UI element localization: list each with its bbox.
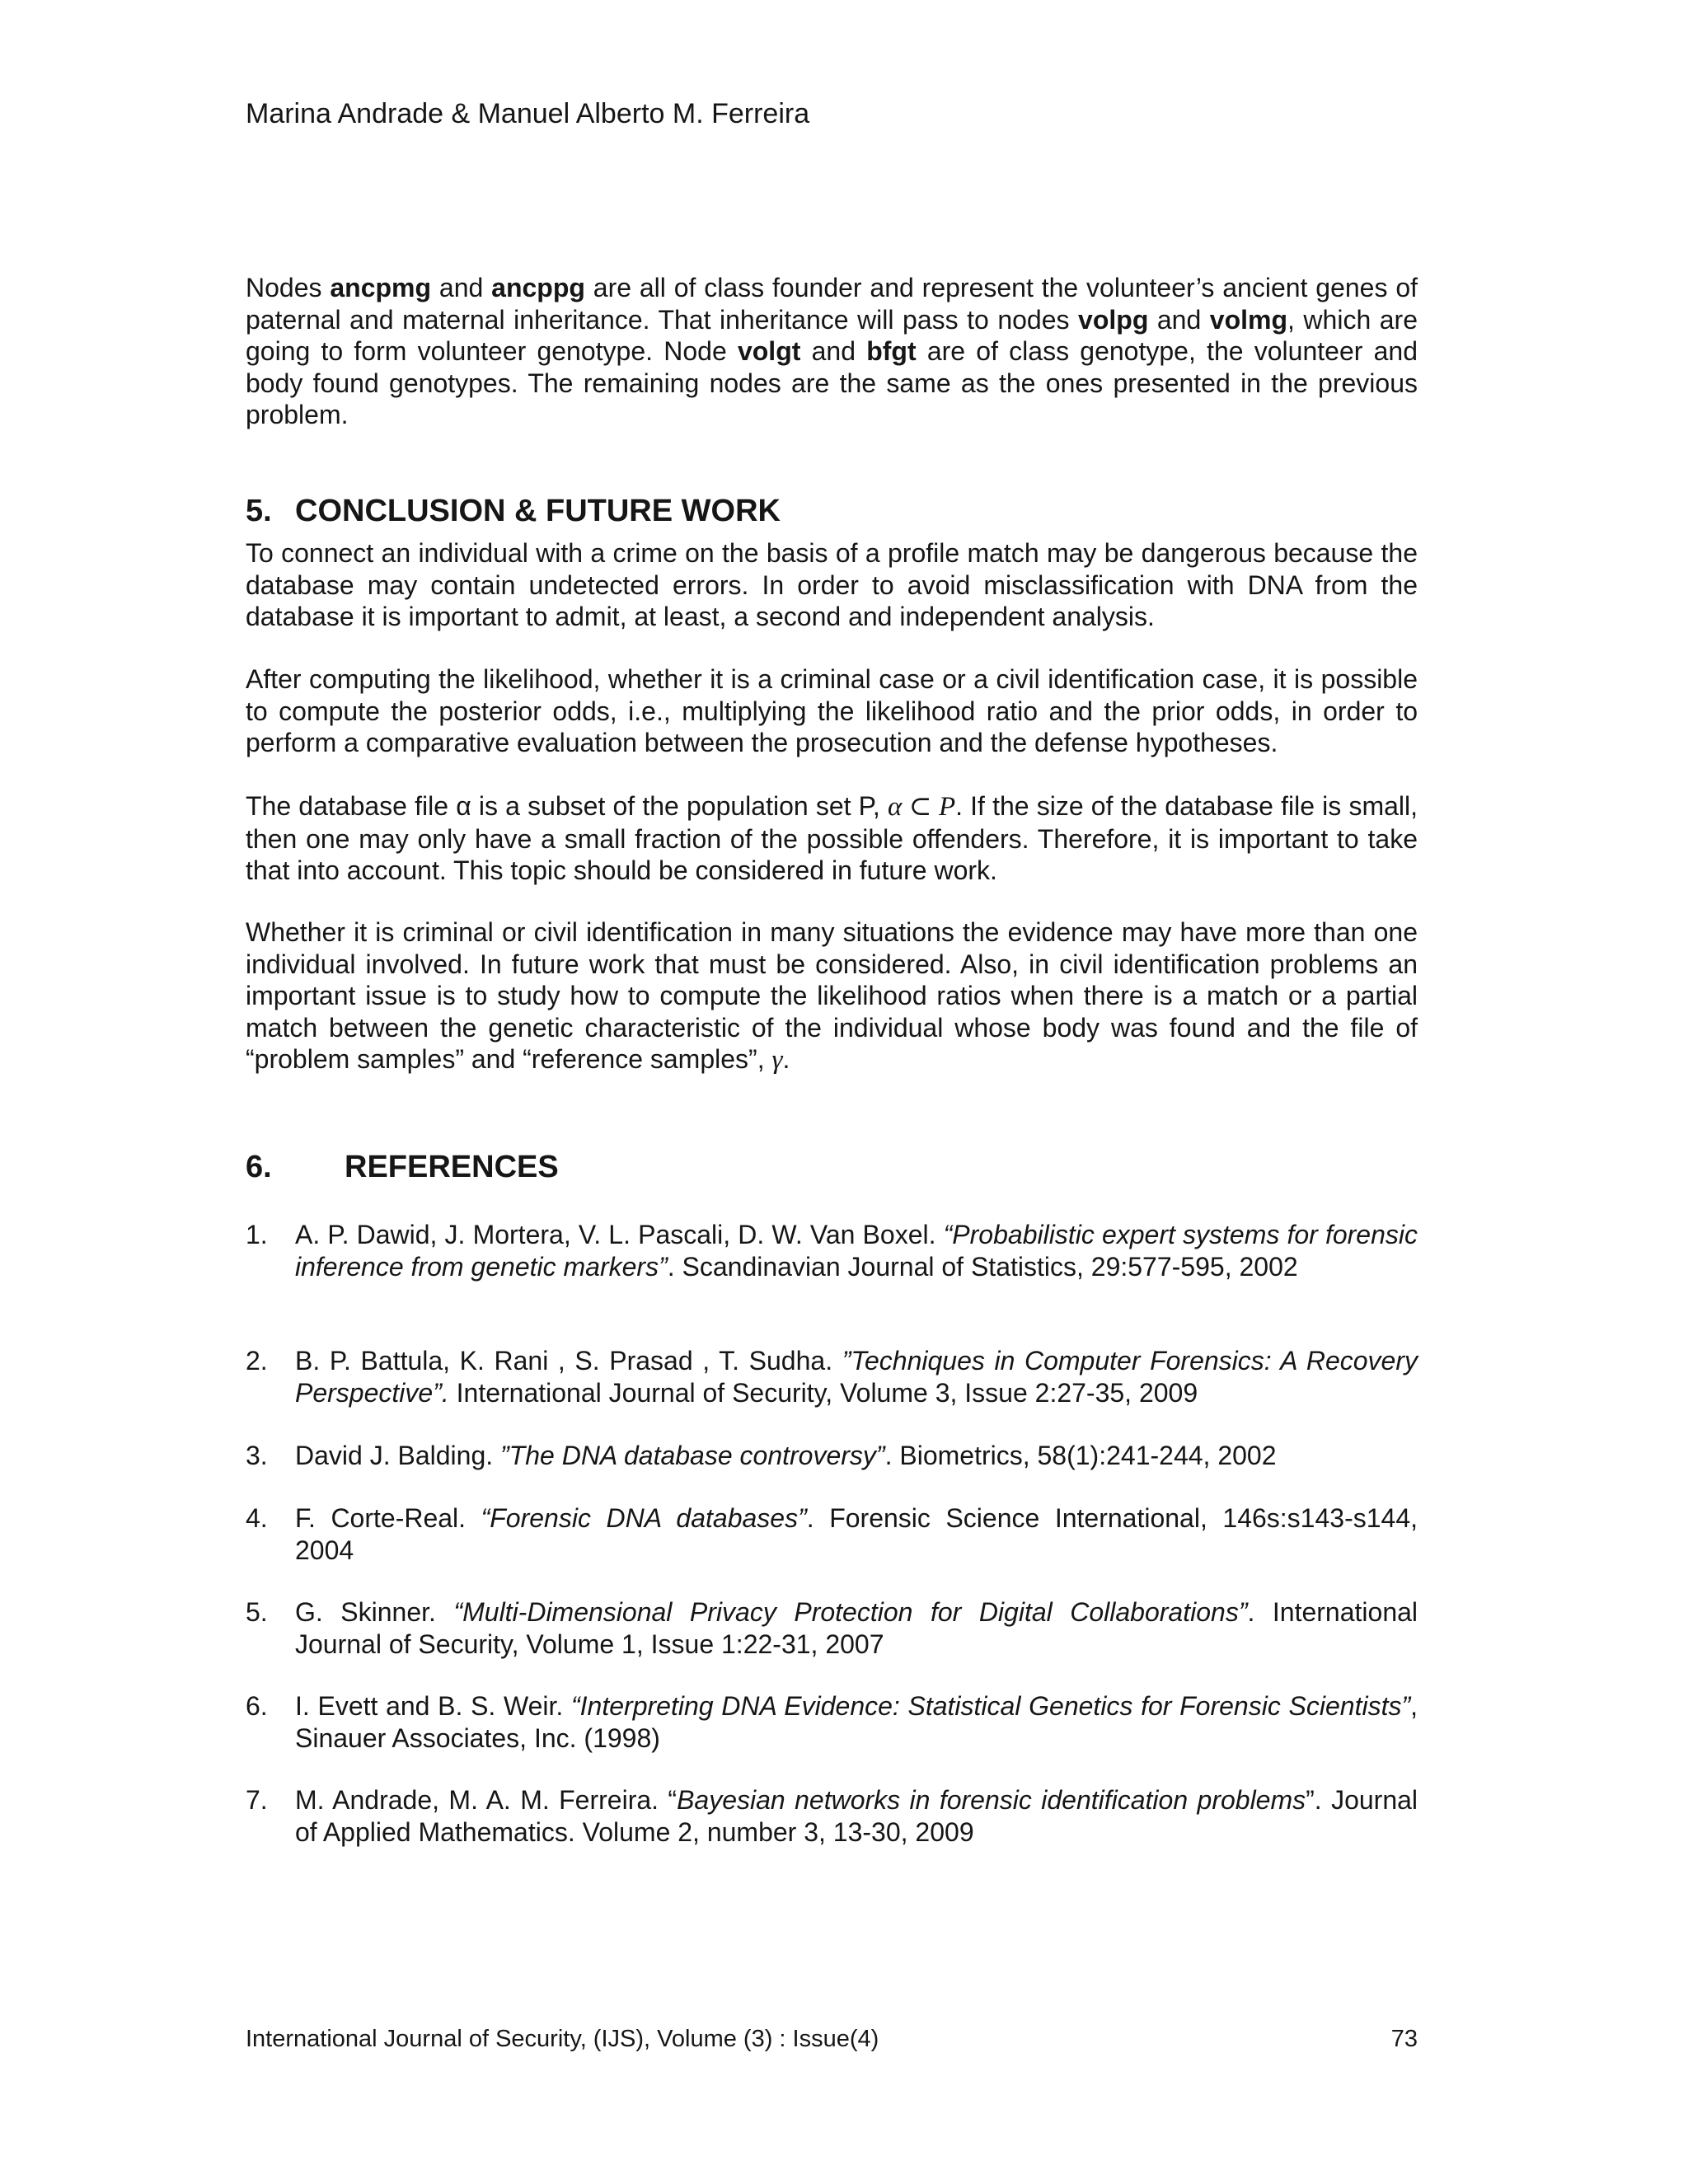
paragraph-text: . If the size of the database file is small, then one may only have a small fraction of the possible offenders. Therefore, it is important to take that into account. This topic should be considered in future work. (246, 791, 1418, 885)
node-name: volgt (737, 336, 801, 366)
reference-title: “Multi-Dimensional Privacy Protection for Digital Collaborations” (453, 1597, 1248, 1627)
reference-source: ”. Journal of Applied Mathematics. Volume 2, number 3, 13-30, 2009 (295, 1785, 1418, 1847)
reference-source: . International Journal of Security, Volume 1, Issue 1:22-31, 2007 (295, 1597, 1418, 1659)
section-heading-conclusion (246, 493, 781, 529)
reference-title: ”The DNA database controversy” (500, 1441, 885, 1470)
reference-authors: I. Evett and B. S. Weir. (295, 1691, 571, 1721)
reference-number: 5. (246, 1597, 268, 1627)
reference-item (246, 1345, 1418, 1408)
reference-authors: F. Corte-Real. (295, 1503, 481, 1533)
intro-text: Nodes (246, 273, 331, 302)
intro-text: , which are going to form volunteer genotype. Node (246, 304, 1418, 366)
reference-source: , Sinauer Associates, Inc. (1998) (295, 1691, 1418, 1753)
reference-authors: A. P. Dawid, J. Mortera, V. L. Pascali, D. W. Van Boxel. (295, 1220, 944, 1249)
reference-item (246, 1440, 1418, 1472)
paragraph-text: The database file α is a subset of the population set P, (246, 791, 888, 821)
node-name: ancppg (491, 273, 585, 302)
paragraph-text: . (782, 1044, 790, 1074)
paragraph-text: Whether it is criminal or civil identification in many situations the evidence may have more than one individual involved. In future work that must be considered. Also, in civil identification problems an important issue is to study how to compute the likelihood ratios when there is a match or a partial match between the genetic characteristic of the individual whose body was found and the file of “problem samples” and “reference samples”, (246, 917, 1418, 1074)
footer-journal: International Journal of Security, (IJS), Volume (3) : Issue(4) (246, 2026, 879, 2052)
reference-source: . Scandinavian Journal of Statistics, 29:577-595, 2002 (667, 1251, 1298, 1282)
running-header: Marina Andrade & Manuel Alberto M. Ferreira (246, 98, 810, 129)
reference-source: International Journal of Security, Volume 3, Issue 2:27-35, 2009 (448, 1377, 1198, 1408)
intro-text: are all of class founder and represent the volunteer’s ancient genes of paternal and maternal inheritance. That inheritance will pass to nodes (246, 273, 1418, 335)
node-name: bfgt (866, 336, 917, 366)
section-number: 5. (246, 494, 272, 528)
reference-item (246, 1502, 1418, 1566)
section-title: REFERENCES (345, 1150, 559, 1184)
node-name: volmg (1209, 304, 1288, 335)
intro-text: and (800, 336, 867, 366)
intro-paragraph (246, 272, 1418, 431)
reference-authors: M. Andrade, M. A. M. Ferreira. “ (295, 1785, 678, 1815)
reference-title: “Interpreting DNA Evidence: Statistical Genetics for Forensic Scientists” (571, 1691, 1411, 1721)
reference-number: 2. (246, 1346, 268, 1376)
intro-text: are of class genotype, the volunteer and body found genotypes. The remaining nodes are the same as the ones presented in the previous problem. (246, 336, 1418, 429)
reference-number: 7. (246, 1785, 268, 1815)
page-number: 73 (1390, 2026, 1418, 2052)
reference-title: Bayesian networks in forensic identification problems (677, 1785, 1306, 1815)
reference-title: ”Techniques in Computer Forensics: A Recovery Perspective”. (295, 1346, 1418, 1408)
reference-number: 3. (246, 1441, 268, 1470)
node-name: volpg (1078, 304, 1149, 335)
reference-authors: G. Skinner. (295, 1597, 454, 1627)
reference-source: . Forensic Science International, 146s:s143-s144, 2004 (295, 1503, 1418, 1565)
node-name: ancpmg (330, 273, 432, 302)
math-expression: α ⊂ P (887, 792, 956, 822)
intro-text: and (431, 273, 492, 302)
math-symbol: γ (771, 1045, 783, 1075)
section-heading-references (246, 1149, 559, 1185)
reference-title: “Forensic DNA databases” (481, 1503, 807, 1533)
reference-item (246, 1690, 1418, 1754)
reference-authors: David J. Balding. (295, 1441, 501, 1470)
reference-number: 6. (246, 1691, 268, 1721)
conclusion-paragraph-3 (246, 790, 1418, 887)
reference-authors: B. P. Battula, K. Rani , S. Prasad , T. Sudha. (295, 1346, 842, 1376)
conclusion-paragraph-4 (246, 916, 1418, 1076)
running-footer (246, 2024, 1418, 2054)
reference-number: 1. (246, 1220, 268, 1249)
conclusion-paragraph-2: After computing the likelihood, whether it is a criminal case or a civil identification case, it is possible to compute the posterior odds, i.e., multiplying the likelihood ratio and the prior odds, in order to perform a comparative evaluation between the prosecution and the defense hypotheses. (246, 664, 1418, 757)
reference-title: “Probabilistic expert systems for forensic inference from genetic markers” (295, 1220, 1418, 1282)
reference-item (246, 1596, 1418, 1660)
reference-number: 4. (246, 1503, 268, 1533)
section-title: CONCLUSION & FUTURE WORK (295, 494, 781, 528)
conclusion-paragraph-1: To connect an individual with a crime on the basis of a profile match may be dangerous because the database may contain undetected errors. In order to avoid misclassification with DNA from the database it is important to admit, at least, a second and independent analysis. (246, 538, 1418, 631)
reference-source: . Biometrics, 58(1):241-244, 2002 (884, 1441, 1277, 1470)
intro-text: and (1148, 304, 1210, 335)
reference-item (246, 1219, 1418, 1282)
section-number: 6. (246, 1150, 272, 1184)
reference-item (246, 1784, 1418, 1848)
